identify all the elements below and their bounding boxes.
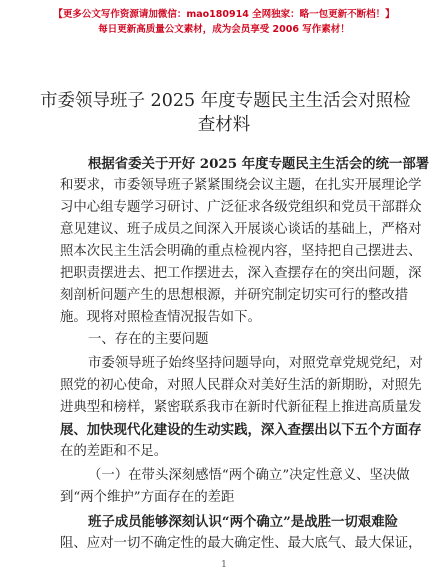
paragraph-1-line: 刻剖析问题产生的思想根源，并研究制定切实可行的整改措	[60, 288, 409, 303]
document-title-line-1: 市委领导班子 2025 年度专题民主生活会对照检	[40, 91, 411, 111]
paragraph-1-line: 意见建议、班子成员之间深入开展谈心谈话的基础上，严格对	[60, 222, 422, 237]
subsection-heading-line: （一）在带头深刻感悟“两个确立”决定性意义、坚决做	[88, 468, 410, 483]
paragraph-1-line: 照本次民主生活会明确的重点检视内容，坚持把自己摆进去、	[60, 244, 422, 259]
section-heading: 一、存在的主要问题	[88, 332, 209, 347]
paragraph-1-line: 和要求，市委领导班子紧紧围绕会议主题，在扎实开展理论学	[60, 178, 422, 193]
paragraph-1-line: 施。现将对照检查情况报告如下。	[60, 310, 261, 325]
paragraph-3-line: 班子成员能够深刻认识“两个确立”是战胜一切艰难险	[88, 514, 398, 530]
paragraph-3-line: 阻、应对一切不确定性的最大确定性、最大底气、最大保证，	[60, 536, 422, 551]
paragraph-2-line: 市委领导班子始终坚持问题导向，对照党章党规党纪，对	[88, 356, 423, 371]
document-title-line-2: 查材料	[197, 115, 251, 135]
paragraph-2-line: 照党的初心使命，对照人民群众对美好生活的新期盼，对照先	[60, 378, 422, 393]
paragraph-2-line: 进典型和榜样，紧密联系我市在新时代新征程上推进高质量发	[60, 400, 422, 415]
paragraph-2-line: 展、加快现代化建设的生动实践，深入查摆出以下五个方面存	[60, 422, 422, 438]
promo-banner-line-1: 【更多公文写作资源请加微信：mao180914 全网独家：略一包更新不断档！】	[53, 9, 395, 20]
paragraph-1-line: 把职责摆进去、把工作摆进去，深入查摆存在的突出问题，深	[60, 266, 422, 281]
promo-banner-line-2: 每日更新高质量公文素材，成为会员享受 2006 写作素材！	[98, 24, 350, 35]
paragraph-1-line: 根据省委关于开好 2025 年度专题民主生活会的统一部署	[88, 156, 430, 172]
subsection-heading-line: 到“两个维护”方面存在的差距	[60, 490, 235, 505]
paragraph-1-line: 习中心组专题学习研讨、广泛征求各级党组织和党员干部群众	[60, 200, 422, 215]
paragraph-2-line: 在的差距和不足。	[60, 444, 168, 459]
page-number: 1	[221, 560, 227, 570]
